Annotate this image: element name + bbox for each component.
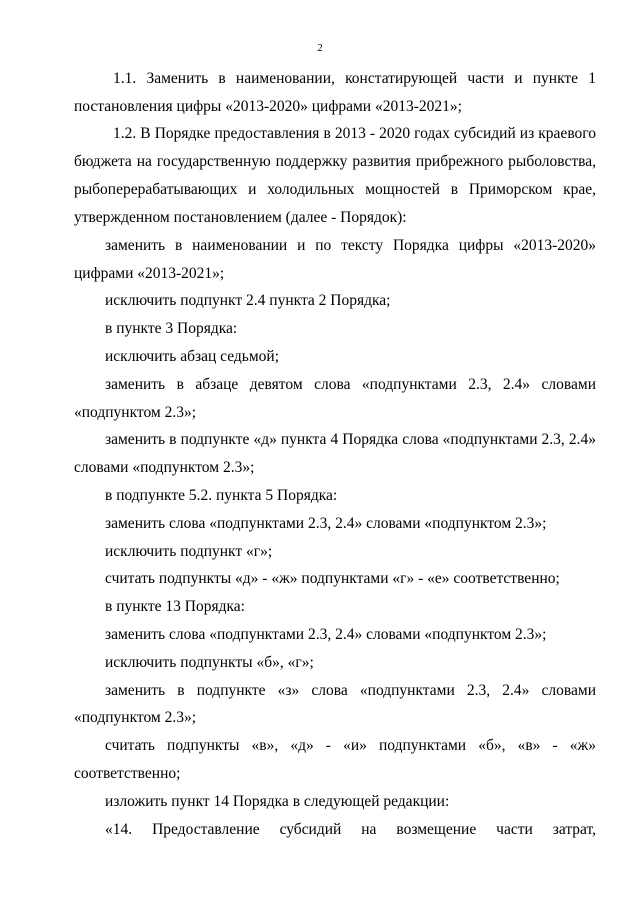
text-line: заменить в подпункте «з» слова «подпунктами 2.3, 2.4» словами — [105, 682, 596, 699]
text-line: заменить слова «подпунктами 2.3, 2.4» словами «подпунктом 2.3»; — [105, 515, 547, 532]
text-line: считать подпункты «д» - «ж» подпунктами «г» - «е» соответственно; — [105, 570, 560, 587]
text-line: исключить подпункт 2.4 пункта 2 Порядка; — [105, 292, 391, 309]
text-line: заменить слова «подпунктами 2.3, 2.4» словами «подпунктом 2.3»; — [105, 626, 547, 643]
text-line: цифрами «2013-2021»; — [74, 265, 225, 282]
text-line: заменить в подпункте «д» пункта 4 Порядка слова «подпунктами 2.3, 2.4» — [105, 431, 596, 448]
text-line: постановления цифры «2013-2020» цифрами «2013-2021»; — [74, 98, 462, 115]
text-line: соответственно; — [74, 765, 181, 782]
text-line: рыбоперерабатывающих и холодильных мощностей в Приморском крае, — [74, 181, 596, 198]
text-line: исключить подпункт «г»; — [105, 543, 273, 560]
page-number: 2 — [317, 42, 323, 54]
text-line: бюджета на государственную поддержку развития прибрежного рыболовства, — [74, 153, 596, 170]
text-line: 1.1. Заменить в наименовании, констатирующей части и пункте 1 — [113, 70, 596, 87]
text-line: «подпунктом 2.3»; — [74, 709, 197, 726]
text-line: «14. Предоставление субсидий на возмещение части затрат, — [105, 821, 596, 838]
text-line: в пункте 13 Порядка: — [105, 598, 245, 615]
text-line: 1.2. В Порядке предоставления в 2013 - 2020 годах субсидий из краевого — [113, 125, 596, 142]
text-line: исключить подпункты «б», «г»; — [105, 654, 314, 671]
text-line: в пункте 3 Порядка: — [105, 320, 238, 337]
text-line: изложить пункт 14 Порядка в следующей редакции: — [105, 793, 450, 810]
text-line: словами «подпунктом 2.3»; — [74, 459, 255, 476]
text-line: считать подпункты «в», «д» - «и» подпунктами «б», «в» - «ж» — [105, 737, 596, 754]
text-line: утвержденном постановлением (далее - Порядок): — [74, 209, 407, 226]
text-line: «подпунктом 2.3»; — [74, 404, 197, 421]
text-line: заменить в абзаце девятом слова «подпунктами 2.3, 2.4» словами — [105, 376, 596, 393]
text-line: заменить в наименовании и по тексту Порядка цифры «2013-2020» — [105, 237, 596, 254]
text-line: в подпункте 5.2. пункта 5 Порядка: — [105, 487, 338, 504]
text-line: исключить абзац седьмой; — [105, 348, 280, 365]
